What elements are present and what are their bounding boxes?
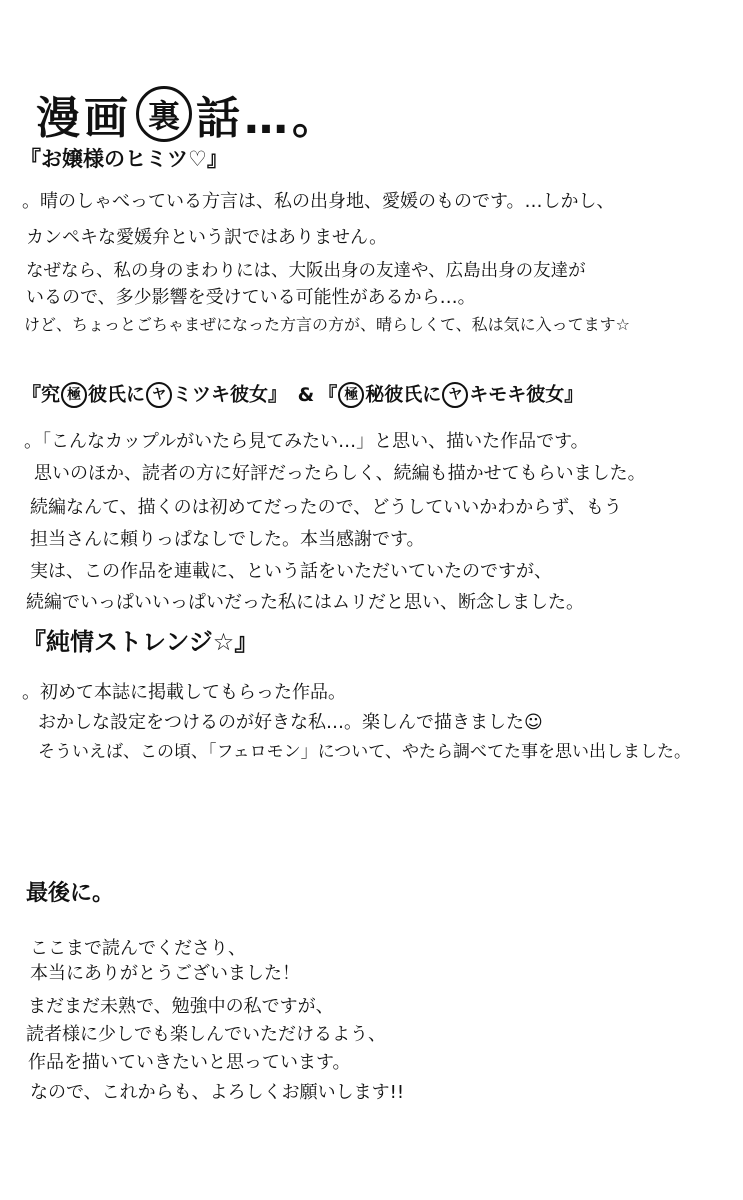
closing-line: 本当にありがとうございました！ (30, 963, 300, 984)
section2-heading-text: ミツキ彼女』 (173, 383, 288, 406)
section3-heading: 『純情ストレンジ☆』 (22, 628, 259, 656)
section2-heading-circled: ヤ (442, 382, 468, 408)
section2-line: 思いのほか、読者の方に好評だったらしく、続編も描かせてもらいました。 (34, 463, 646, 484)
closing-line: まだまだ未熟で、勉強中の私ですが、 (28, 996, 334, 1017)
section2-line: 。「こんなカップルがいたら見てみたい…」と思い、描いた作品です。 (24, 431, 589, 452)
section1-line: なぜなら、私の身のまわりには、大阪出身の友達や、広島出身の友達が (26, 261, 586, 281)
section1-heading: 『お嬢様のヒミツ♡』 (20, 147, 228, 171)
section3-line: そういえば、この頃、「フェロモン」について、やたら調べてた事を思い出しました。 (38, 742, 691, 762)
section2-heading-text: 『 (318, 383, 338, 406)
section2-heading-text: 『究 (22, 383, 61, 406)
section2-heading-ampersand: & (297, 383, 315, 406)
title-part-1: 漫画 (36, 93, 132, 144)
section2-heading-circled: 極 (338, 382, 364, 408)
section2-heading-text: 秘彼氏に (365, 383, 442, 406)
section2-heading-text: キモキ彼女』 (469, 383, 584, 406)
section1-line: けど、ちょっとごちゃまぜになった方言の方が、晴らしくて、私は気に入ってます☆ (24, 315, 631, 334)
section2-line: 続編でいっぱいいっぱいだった私にはムリだと思い、断念しました。 (26, 592, 584, 613)
section1-line: カンペキな愛媛弁という訳ではありません。 (26, 227, 388, 248)
section2-heading-text: 彼氏に (88, 383, 146, 406)
section2-heading-circled: ヤ (146, 382, 172, 408)
section2-heading-circled: 極 (61, 382, 87, 408)
section2-line: 担当さんに頼りっぱなしでした。本当感謝です。 (30, 529, 425, 550)
section3-line: おかしな設定をつけるのが好きな私…。楽しんで描きました☺ (38, 712, 543, 733)
closing-line: 作品を描いていきたいと思っています。 (28, 1052, 351, 1073)
closing-line: ここまで読んでくださり、 (30, 938, 246, 959)
section3-line: 。初めて本誌に掲載してもらった作品。 (22, 682, 346, 703)
closing-heading: 最後に。 (26, 881, 115, 906)
page-title (36, 82, 340, 146)
closing-line: 読者様に少しでも楽しんでいただけるよう、 (26, 1024, 386, 1045)
section1-line: 。晴のしゃべっている方言は、私の出身地、愛媛のものです。…しかし、 (22, 191, 615, 212)
section2-line: 続編なんて、描くのは初めてだったので、どうしていいかわからず、もう (30, 497, 622, 518)
section2-heading (22, 382, 583, 408)
closing-line: なので、これからも、よろしくお願いします!! (30, 1082, 405, 1103)
title-part-2: 話…。 (196, 93, 340, 144)
section2-line: 実は、この作品を連載に、という話をいただいていたのですが、 (30, 561, 552, 582)
section1-line: いるので、多少影響を受けている可能性があるから…。 (26, 287, 476, 308)
title-circled-character: 裏 (136, 86, 192, 142)
